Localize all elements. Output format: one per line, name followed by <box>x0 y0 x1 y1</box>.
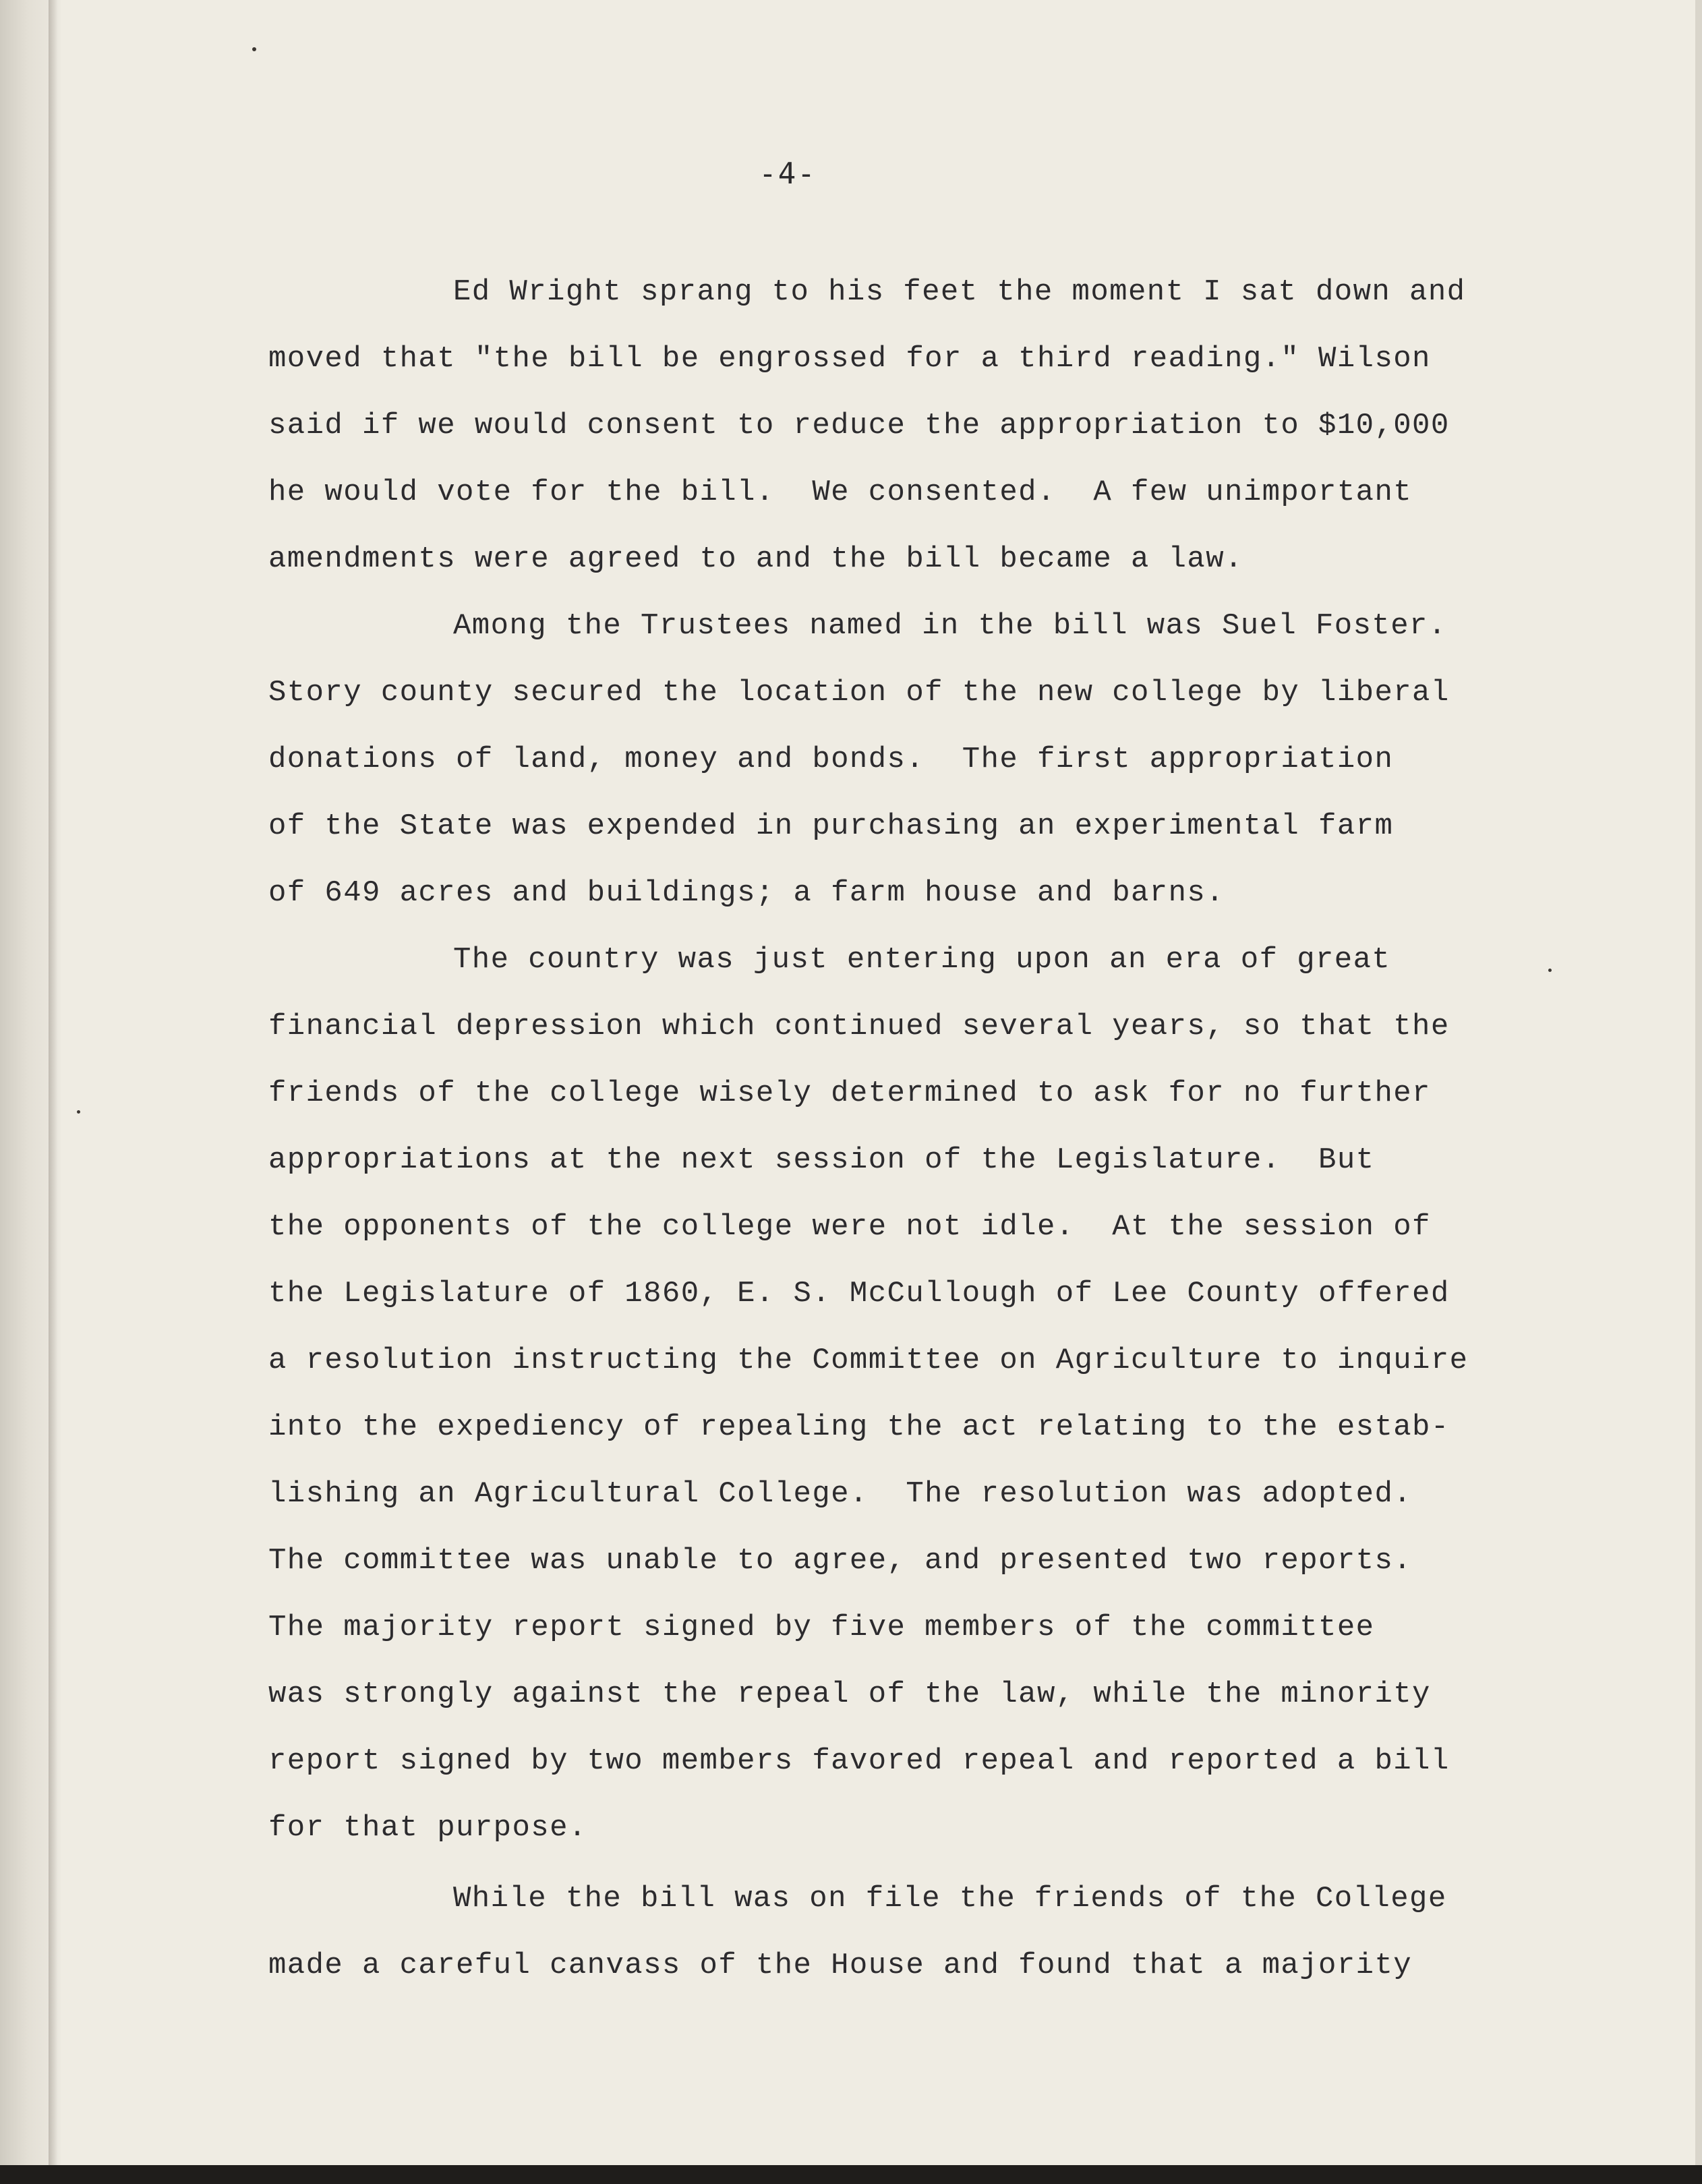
text-line: While the bill was on file the friends of the College <box>453 1882 1447 1916</box>
text-line: a resolution instructing the Committee on Agriculture to inquire <box>268 1344 1469 1377</box>
body-text <box>268 259 1583 1999</box>
text-line: Ed Wright sprang to his feet the moment I sat down and <box>453 275 1466 309</box>
text-line: The majority report signed by five members of the committee <box>268 1611 1375 1644</box>
text-line: Story county secured the location of the new college by liberal <box>268 676 1450 710</box>
page-right-edge <box>1695 0 1702 2184</box>
text-line: said if we would consent to reduce the appropriation to $10,000 <box>268 409 1450 442</box>
text-line: moved that "the bill be engrossed for a third reading." Wilson <box>268 342 1431 376</box>
text-line: made a careful canvass of the House and found that a majority <box>268 1949 1413 1982</box>
text-line: for that purpose. <box>268 1811 587 1845</box>
text-line: friends of the college wisely determined to ask for no further <box>268 1076 1431 1110</box>
text-line: into the expediency of repealing the act relating to the estab- <box>268 1410 1450 1444</box>
text-line: report signed by two members favored repeal and reported a bill <box>268 1744 1450 1778</box>
scan-bottom-edge <box>0 2165 1702 2184</box>
paragraph-4 <box>268 1866 1583 1999</box>
text-line: donations of land, money and bonds. The first appropriation <box>268 743 1394 776</box>
spine-shadow <box>49 0 58 2184</box>
text-line: The committee was unable to agree, and presented two reports. <box>268 1544 1413 1578</box>
text-line: the opponents of the college were not idle. At the session of <box>268 1210 1431 1244</box>
paper-speck <box>77 1110 80 1114</box>
page-number: -4- <box>759 156 817 191</box>
text-line: he would vote for the bill. We consented. A few unimportant <box>268 476 1413 509</box>
text-line: The country was just entering upon an era of great <box>453 943 1391 977</box>
text-line: amendments were agreed to and the bill became a law. <box>268 542 1243 576</box>
text-line: appropriations at the next session of the Legislature. But <box>268 1143 1375 1177</box>
text-line: of 649 acres and buildings; a farm house and barns. <box>268 876 1225 910</box>
text-line: financial depression which continued several years, so that the <box>268 1010 1450 1043</box>
text-line: was strongly against the repeal of the law, while the minority <box>268 1677 1431 1711</box>
paragraph-1 <box>268 259 1583 593</box>
paper-speck <box>252 47 256 51</box>
paragraph-3 <box>268 927 1583 1862</box>
text-line: Among the Trustees named in the bill was Suel Foster. <box>453 609 1447 643</box>
text-line: the Legislature of 1860, E. S. McCullough of Lee County offered <box>268 1277 1450 1311</box>
paragraph-2 <box>268 593 1583 927</box>
text-line: lishing an Agricultural College. The resolution was adopted. <box>268 1477 1413 1511</box>
text-line: of the State was expended in purchasing an experimental farm <box>268 809 1394 843</box>
